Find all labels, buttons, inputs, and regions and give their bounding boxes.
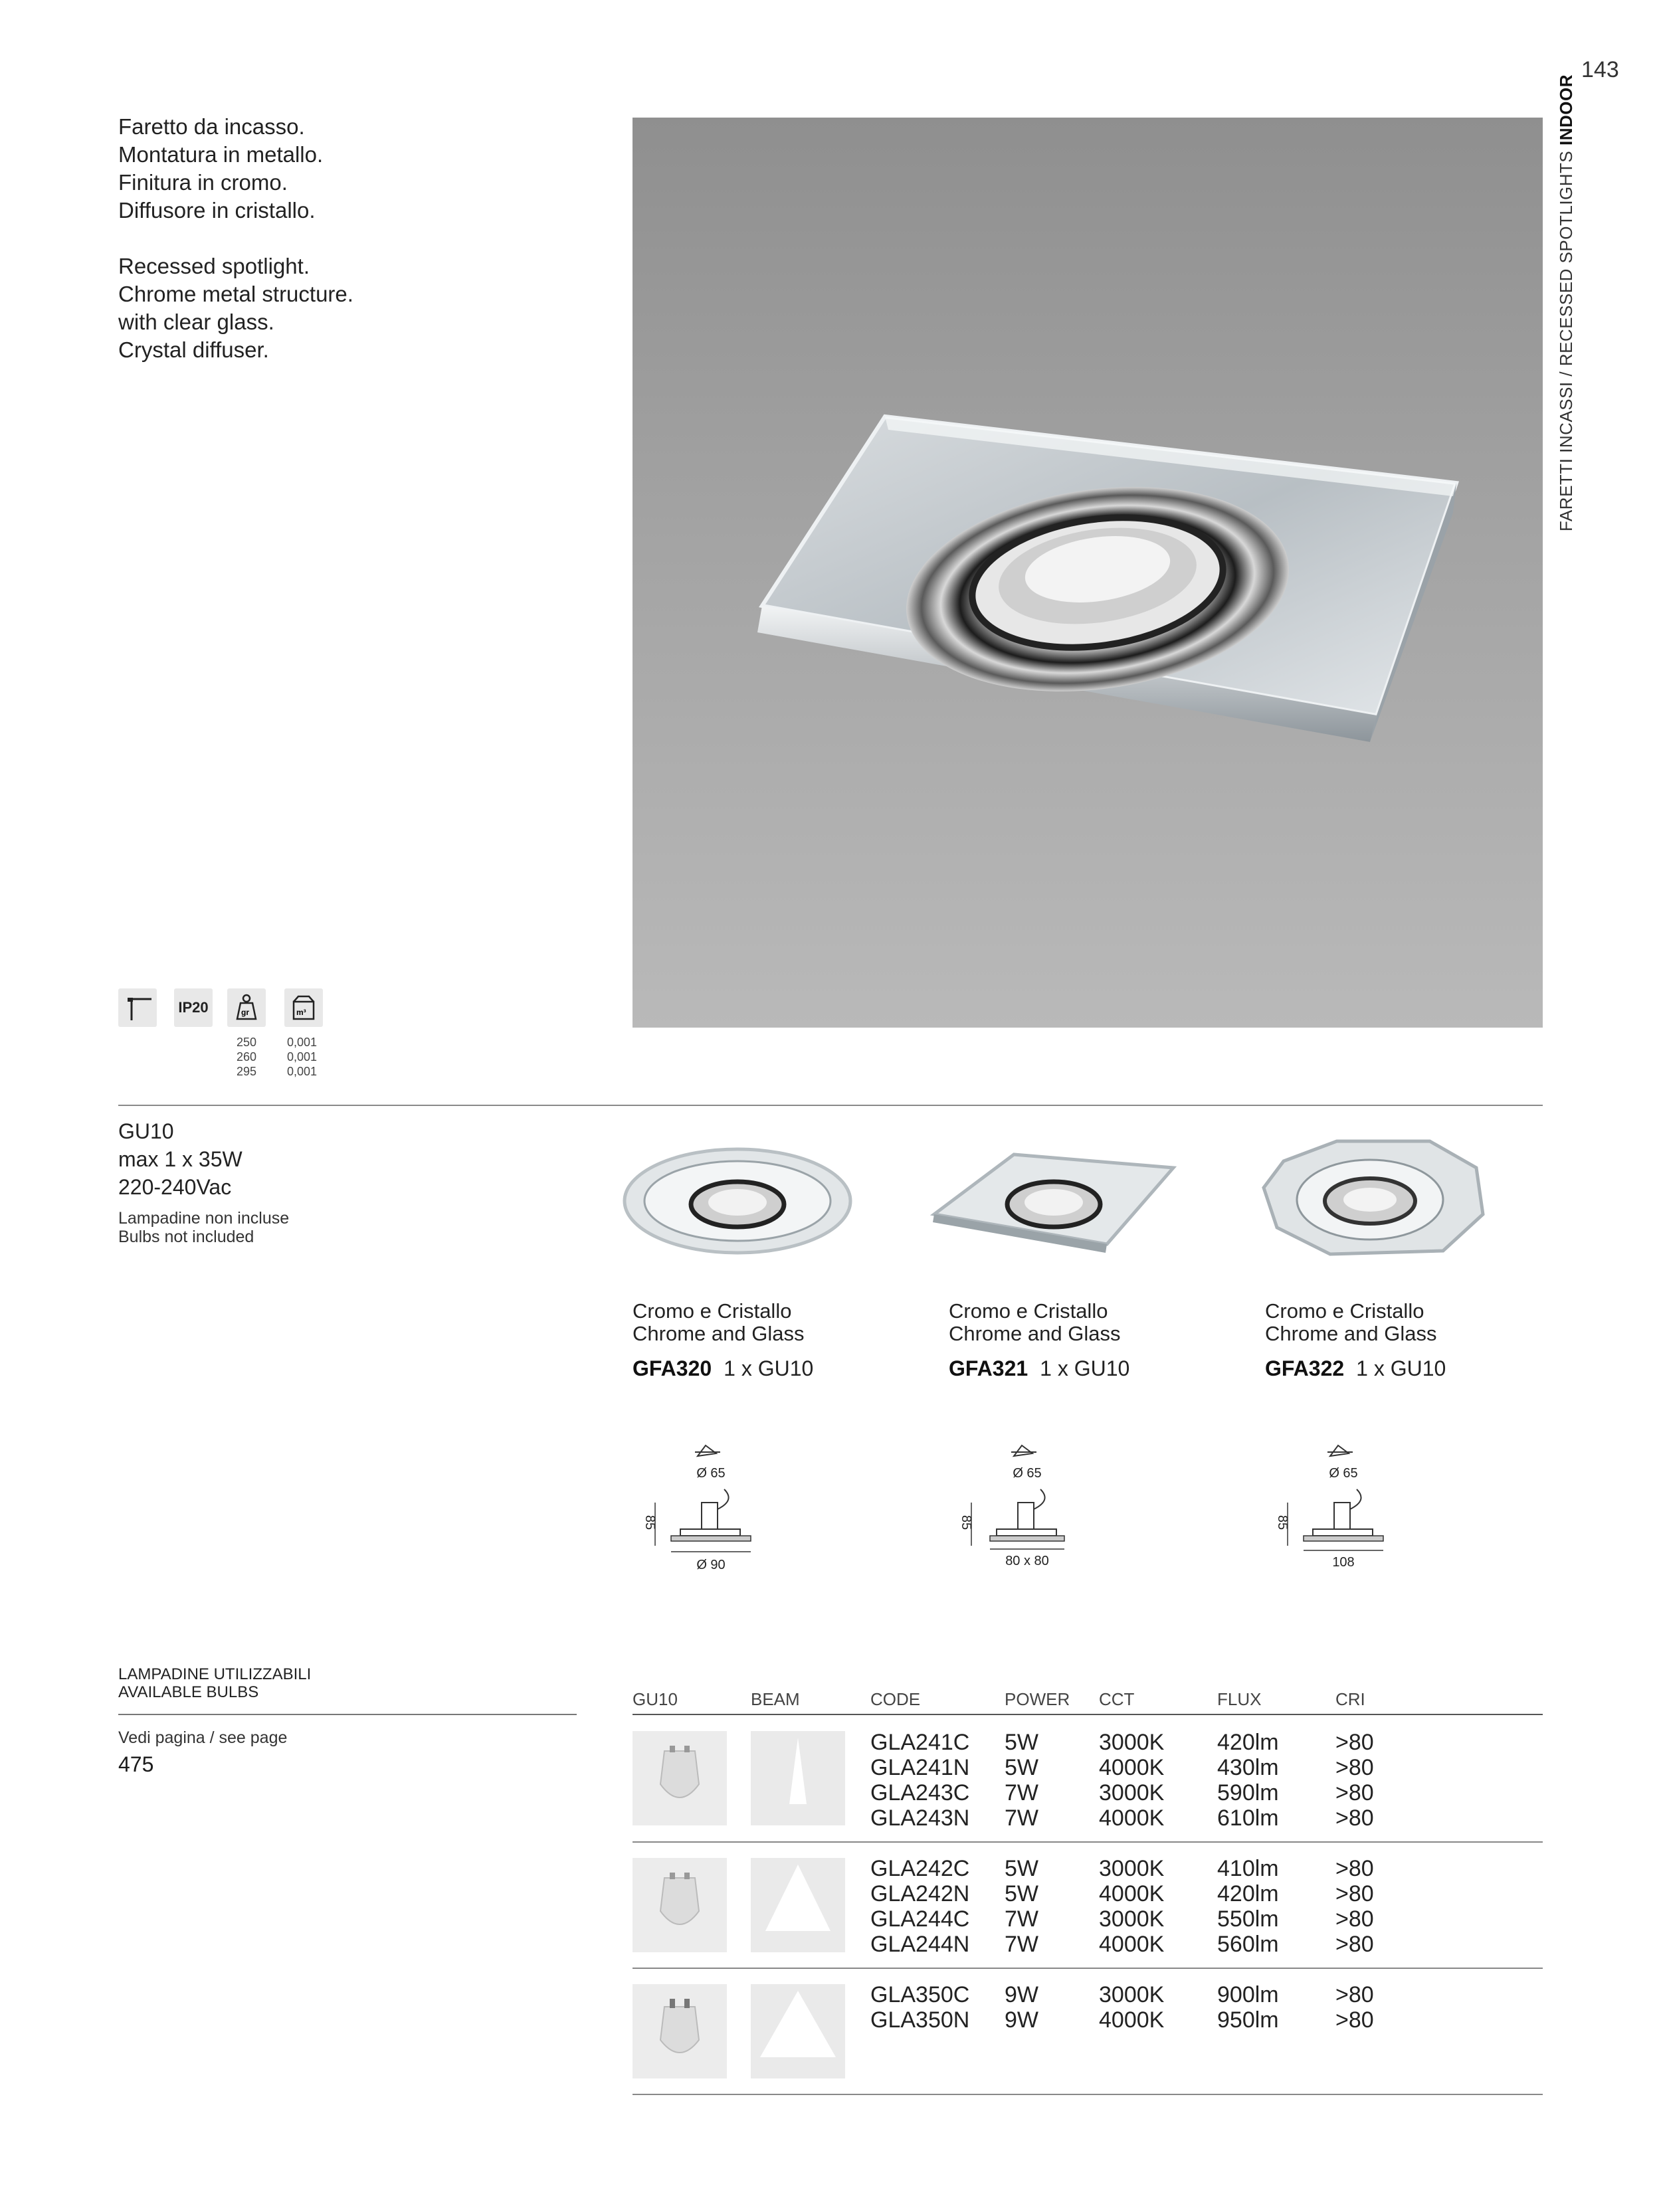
bulb-power: 7W (1005, 1906, 1038, 1932)
bulb-flux: 950lm (1217, 2007, 1279, 2033)
bulbs-heading-it: LAMPADINE UTILIZZABILI (118, 1665, 312, 1683)
bulb-fluxes (1217, 1730, 1279, 1831)
width-dimension: 108 (1332, 1555, 1355, 1570)
description-en-line: Recessed spotlight. (118, 254, 310, 278)
see-page-number: 475 (118, 1752, 154, 1776)
bulb-cct: 4000K (1099, 2007, 1165, 2033)
bulb-power: 5W (1005, 1755, 1038, 1780)
bulb-code: GLA244C (870, 1906, 970, 1932)
lamp-info (118, 1117, 289, 1246)
bulb-cri: >80 (1335, 2007, 1374, 2033)
bulb-cri: >80 (1335, 1906, 1374, 1932)
product-label-gfa322 (1265, 1300, 1446, 1380)
gu10-bulb-image (633, 1731, 727, 1825)
bulb-power: 7W (1005, 1805, 1038, 1831)
bulb-code: GLA242N (870, 1881, 970, 1906)
bulb-power: 7W (1005, 1780, 1038, 1805)
bulb-cct: 3000K (1099, 1780, 1165, 1805)
description-it-line: Finitura in cromo. (118, 170, 288, 195)
bulbs-heading-divider (118, 1714, 577, 1715)
bulb-cct: 3000K (1099, 1982, 1165, 2007)
sidebar-section: INDOOR (1556, 74, 1576, 145)
bulb-cct: 3000K (1099, 1730, 1165, 1755)
bulb-ccts (1099, 1856, 1164, 1957)
beam-angle-diagram (751, 1858, 845, 1952)
description-en-line: Chrome metal structure. (118, 282, 353, 306)
product-photo-gfa321 (914, 1121, 1193, 1267)
see-page-reference (118, 1728, 287, 1777)
description-it-line: Diffusore in cristallo. (118, 198, 316, 223)
table-bottom-divider (633, 2094, 1543, 2095)
bulb-fluxes (1217, 1982, 1279, 2033)
bulb-cri: >80 (1335, 1856, 1374, 1881)
description-it-line: Faretto da incasso. (118, 114, 305, 139)
bulb-cri: >80 (1335, 1730, 1374, 1755)
bulb-code: GLA243C (870, 1780, 970, 1805)
product-code: GFA320 (633, 1356, 712, 1380)
bulb-power: 7W (1005, 1932, 1038, 1957)
volume-icon-label: m³ (296, 1008, 306, 1017)
product-photo-gfa320 (598, 1121, 877, 1267)
bulb-cri: >80 (1335, 1805, 1374, 1831)
product-description (118, 113, 353, 364)
bulb-codes (870, 1730, 969, 1831)
bulb-code: GLA244N (870, 1932, 970, 1957)
height-dimension: 85 (959, 1515, 973, 1530)
bulb-cri: >80 (1335, 1755, 1374, 1780)
bulb-flux: 590lm (1217, 1780, 1279, 1805)
bulb-cct: 3000K (1099, 1906, 1165, 1932)
bulb-cct: 4000K (1099, 1805, 1165, 1831)
finish-en: Chrome and Glass (1265, 1322, 1437, 1345)
bulb-codes (870, 1982, 969, 2033)
bulb-cris (1335, 1982, 1374, 2033)
section-divider (118, 1105, 1543, 1106)
ceiling-recess-icon (118, 988, 157, 1027)
column-header-beam: BEAM (751, 1689, 800, 1709)
bulb-code: GLA350N (870, 2007, 970, 2033)
weight-values (237, 1035, 256, 1079)
weight-value: 260 (237, 1050, 257, 1063)
product-lamp: 1 x GU10 (1356, 1356, 1446, 1380)
cutout-icon (1011, 1445, 1036, 1456)
column-header-code: CODE (870, 1689, 921, 1709)
bulb-cri: >80 (1335, 1881, 1374, 1906)
lamp-voltage: 220-240Vac (118, 1175, 232, 1199)
volume-values (287, 1035, 317, 1079)
lamp-power: max 1 x 35W (118, 1147, 243, 1171)
bulbs-heading-en: AVAILABLE BULBS (118, 1683, 259, 1701)
cutout-icon (695, 1445, 720, 1456)
bulb-cct: 4000K (1099, 1755, 1165, 1780)
beam-angle-diagram (751, 1984, 845, 2078)
hero-product-photo (633, 118, 1543, 1028)
bulb-flux: 610lm (1217, 1805, 1279, 1831)
bulb-cri: >80 (1335, 1982, 1374, 2007)
bulb-code: GLA243N (870, 1805, 970, 1831)
product-code: GFA322 (1265, 1356, 1345, 1380)
description-en-line: Crystal diffuser. (118, 337, 269, 362)
product-lamp: 1 x GU10 (724, 1356, 814, 1380)
bulb-powers (1005, 1982, 1038, 2033)
bulb-flux: 550lm (1217, 1906, 1279, 1932)
column-header-cri: CRI (1335, 1689, 1365, 1709)
gu10-bulb-image (633, 1858, 727, 1952)
finish-it: Cromo e Cristallo (633, 1299, 792, 1323)
bulb-cris (1335, 1730, 1374, 1831)
weight-value: 295 (237, 1065, 257, 1078)
bulb-flux: 560lm (1217, 1932, 1279, 1957)
bulb-powers (1005, 1730, 1038, 1831)
bulb-code: GLA350C (870, 1982, 970, 2007)
page-number: 143 (1581, 57, 1619, 82)
bulb-flux: 420lm (1217, 1881, 1279, 1906)
bulb-powers (1005, 1856, 1038, 1957)
bulb-power: 5W (1005, 1730, 1038, 1755)
bulb-cri: >80 (1335, 1932, 1374, 1957)
volume-value: 0,001 (287, 1050, 318, 1063)
column-header-gu10: GU10 (633, 1689, 678, 1709)
cutout-diameter: Ø 65 (696, 1466, 726, 1481)
width-dimension: Ø 90 (696, 1558, 726, 1572)
height-dimension: 85 (1275, 1515, 1290, 1530)
bulb-flux: 900lm (1217, 1982, 1279, 2007)
technical-drawing-gfa321 (947, 1436, 1107, 1582)
description-en-line: with clear glass. (118, 310, 274, 334)
cutout-icon (1327, 1445, 1353, 1456)
column-header-power: POWER (1005, 1689, 1070, 1709)
section-sidebar-label (1556, 13, 1583, 531)
technical-drawing-gfa320 (631, 1436, 791, 1582)
width-dimension: 80 x 80 (1005, 1554, 1049, 1568)
see-page-label: Vedi pagina / see page (118, 1728, 288, 1747)
cutout-diameter: Ø 65 (1013, 1466, 1042, 1481)
bulb-fluxes (1217, 1856, 1279, 1957)
bulb-flux: 430lm (1217, 1755, 1279, 1780)
height-dimension: 85 (642, 1515, 657, 1530)
cutout-diameter: Ø 65 (1329, 1466, 1358, 1481)
lamp-socket: GU10 (118, 1119, 174, 1143)
bulb-codes (870, 1856, 969, 1957)
bulb-flux: 420lm (1217, 1730, 1279, 1755)
product-code: GFA321 (949, 1356, 1028, 1380)
available-bulbs-heading (118, 1665, 311, 1701)
finish-it: Cromo e Cristallo (1265, 1299, 1424, 1323)
finish-it: Cromo e Cristallo (949, 1299, 1108, 1323)
bulb-code: GLA242C (870, 1856, 970, 1881)
bulb-code: GLA241C (870, 1730, 970, 1755)
bulb-power: 5W (1005, 1856, 1038, 1881)
product-lamp: 1 x GU10 (1040, 1356, 1130, 1380)
bulb-cct: 4000K (1099, 1932, 1165, 1957)
bulb-power: 9W (1005, 2007, 1038, 2033)
beam-angle-diagram (751, 1731, 845, 1825)
finish-en: Chrome and Glass (633, 1322, 805, 1345)
product-label-gfa321 (949, 1300, 1129, 1380)
weight-icon (227, 988, 266, 1027)
bulb-code: GLA241N (870, 1755, 970, 1780)
square-crystal-spotlight-image (633, 118, 1543, 1028)
table-header-divider (633, 1714, 1543, 1715)
column-header-flux: FLUX (1217, 1689, 1262, 1709)
weight-icon-label: gr (241, 1008, 249, 1017)
bulb-ccts (1099, 1982, 1164, 2033)
gu10-bulb-image (633, 1984, 727, 2078)
column-header-cct: CCT (1099, 1689, 1135, 1709)
technical-drawing-gfa322 (1264, 1436, 1423, 1582)
description-it-line: Montatura in metallo. (118, 142, 324, 167)
bulb-flux: 410lm (1217, 1856, 1279, 1881)
bulb-power: 5W (1005, 1881, 1038, 1906)
bulb-power: 9W (1005, 1982, 1038, 2007)
ip-rating-badge: IP20 (174, 988, 213, 1027)
bulb-cri: >80 (1335, 1780, 1374, 1805)
bulbs-note-en: Bulbs not included (118, 1228, 254, 1246)
bulb-cct: 3000K (1099, 1856, 1165, 1881)
finish-en: Chrome and Glass (949, 1322, 1121, 1345)
bulb-cris (1335, 1856, 1374, 1957)
bulbs-note-it: Lampadine non incluse (118, 1209, 290, 1228)
package-volume-icon (284, 988, 323, 1027)
group-divider (633, 1968, 1543, 1969)
sidebar-category: FARETTI INCASSI / RECESSED SPOTLIGHTS (1556, 150, 1576, 531)
group-divider (633, 1841, 1543, 1843)
product-label-gfa320 (633, 1300, 813, 1380)
product-photo-gfa322 (1230, 1121, 1510, 1267)
volume-value: 0,001 (287, 1036, 318, 1049)
weight-value: 250 (237, 1036, 257, 1049)
bulb-cct: 4000K (1099, 1881, 1165, 1906)
bulb-ccts (1099, 1730, 1164, 1831)
volume-value: 0,001 (287, 1065, 318, 1078)
